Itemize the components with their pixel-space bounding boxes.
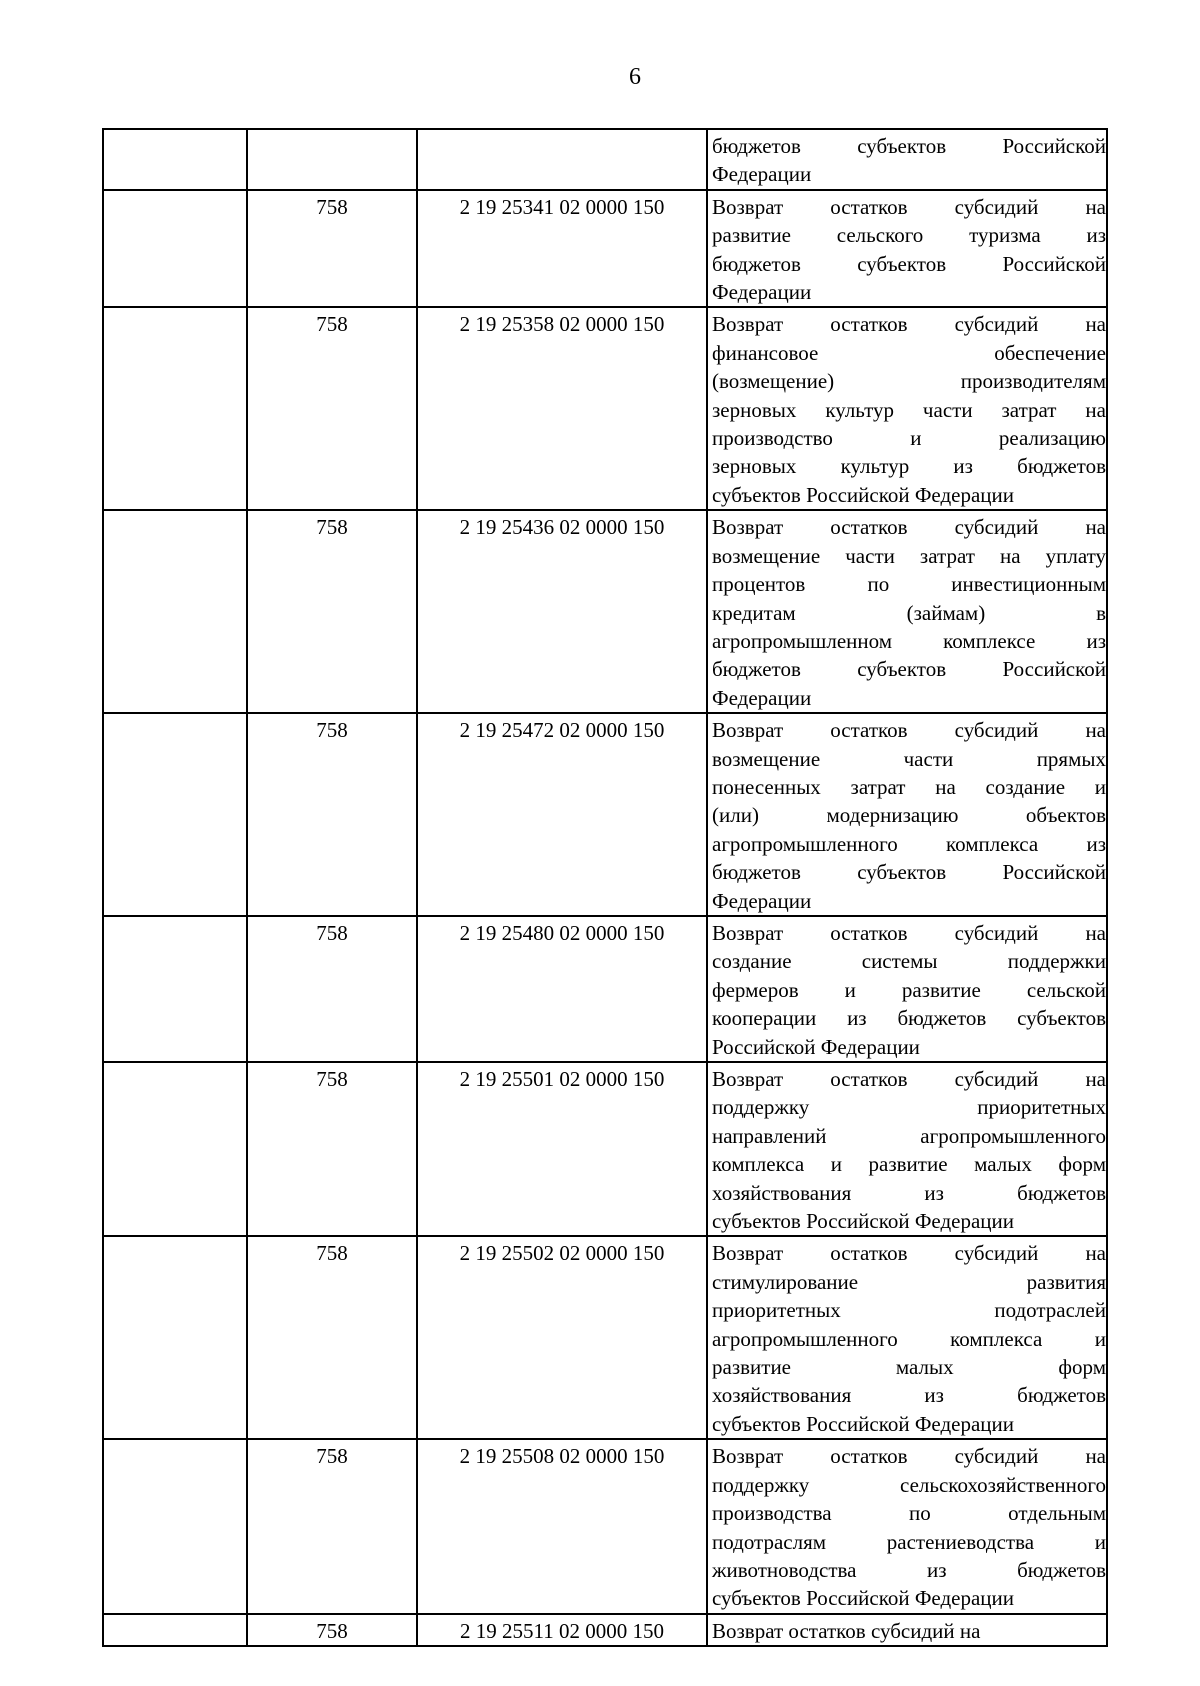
description-line: Возврат остатков субсидий на (712, 194, 1106, 219)
budget-code-cell: 2 19 25502 02 0000 150 (417, 1236, 707, 1439)
description-line: Возврат остатков субсидий на (712, 1241, 1106, 1266)
admin-code-cell: 758 (247, 1439, 417, 1613)
description-cell (707, 129, 1107, 190)
row-number-cell (103, 1614, 247, 1646)
description-line: кредитам (займам) в (712, 600, 1106, 625)
description-line: Возврат остатков субсидий на (712, 515, 1106, 540)
description-line: бюджетов субъектов Российской (712, 860, 1106, 885)
admin-code-cell: 758 (247, 713, 417, 916)
description-line: Федерации (712, 888, 812, 913)
description-line: субъектов Российской Федерации (712, 482, 1015, 507)
budget-code-cell: 2 19 25511 02 0000 150 (417, 1614, 707, 1646)
description-line: Возврат остатков субсидий на (712, 920, 1106, 945)
admin-code-cell: 758 (247, 916, 417, 1062)
row-number-cell (103, 1236, 247, 1439)
description-line: Возврат остатков субсидий на (712, 718, 1106, 743)
admin-code-cell (247, 129, 417, 190)
description-line: процентов по инвестиционным (712, 572, 1106, 597)
description-line: развитие малых форм (712, 1355, 1106, 1380)
description-line: хозяйствования из бюджетов (712, 1180, 1106, 1205)
table-row (103, 1062, 1107, 1236)
description-line: Федерации (712, 280, 812, 305)
description-cell (707, 713, 1107, 916)
description-cell (707, 1439, 1107, 1613)
description-line: Российской Федерации (712, 1034, 920, 1059)
row-number-cell (103, 1439, 247, 1613)
description-line: животноводства из бюджетов (712, 1557, 1106, 1582)
table-row (103, 1614, 1107, 1646)
admin-code-cell: 758 (247, 307, 417, 510)
description-line: понесенных затрат на создание и (712, 774, 1106, 799)
page-number: 6 (629, 64, 641, 90)
description-line: Федерации (712, 162, 812, 187)
row-number-cell (103, 190, 247, 308)
description-cell (707, 1236, 1107, 1439)
budget-code-cell: 2 19 25436 02 0000 150 (417, 510, 707, 713)
description-line: финансовое обеспечение (712, 340, 1106, 365)
description-line: зерновых культур части затрат на (712, 397, 1106, 422)
description-line: агропромышленного комплекса из (712, 831, 1106, 856)
description-line: кооперации из бюджетов субъектов (712, 1006, 1106, 1031)
description-line: стимулирование развития (712, 1269, 1106, 1294)
description-line: Возврат остатков субсидий на (712, 1444, 1106, 1469)
budget-code-cell: 2 19 25508 02 0000 150 (417, 1439, 707, 1613)
table-row (103, 307, 1107, 510)
description-line: фермеров и развитие сельской (712, 977, 1106, 1002)
description-line: (возмещение) производителям (712, 369, 1106, 394)
table-row (103, 1439, 1107, 1613)
admin-code-cell: 758 (247, 1236, 417, 1439)
table-row (103, 1236, 1107, 1439)
description-line: подотраслям растениеводства и (712, 1529, 1106, 1554)
description-line: субъектов Российской Федерации (712, 1586, 1015, 1611)
table-row (103, 916, 1107, 1062)
description-cell (707, 1614, 1107, 1646)
description-cell (707, 510, 1107, 713)
budget-code-cell: 2 19 25472 02 0000 150 (417, 713, 707, 916)
table-row (103, 713, 1107, 916)
budget-code-cell (417, 129, 707, 190)
description-line: возмещение части затрат на уплату (712, 543, 1106, 568)
budget-code-cell: 2 19 25480 02 0000 150 (417, 916, 707, 1062)
description-line: бюджетов субъектов Российской (712, 251, 1106, 276)
description-line: хозяйствования из бюджетов (712, 1383, 1106, 1408)
description-line: Возврат остатков субсидий на (712, 1067, 1106, 1091)
admin-code-cell: 758 (247, 190, 417, 308)
description-line: субъектов Российской Федерации (712, 1411, 1015, 1436)
description-line: зерновых культур из бюджетов (712, 454, 1106, 479)
description-line: Возврат остатков субсидий на (712, 1618, 981, 1643)
row-number-cell (103, 510, 247, 713)
description-line: бюджетов субъектов Российской (712, 134, 1106, 158)
row-number-cell (103, 307, 247, 510)
admin-code-cell: 758 (247, 1062, 417, 1236)
description-line: создание системы поддержки (712, 949, 1106, 974)
description-line: поддержку сельскохозяйственного (712, 1472, 1106, 1497)
description-line: комплекса и развитие малых форм (712, 1152, 1106, 1177)
row-number-cell (103, 1062, 247, 1236)
description-line: возмещение части прямых (712, 746, 1106, 771)
description-cell (707, 190, 1107, 308)
row-number-cell (103, 916, 247, 1062)
admin-code-cell: 758 (247, 510, 417, 713)
description-line: поддержку приоритетных (712, 1095, 1106, 1120)
description-line: бюджетов субъектов Российской (712, 657, 1106, 682)
row-number-cell (103, 129, 247, 190)
table-body (103, 129, 1107, 1646)
description-cell (707, 1062, 1107, 1236)
description-cell (707, 916, 1107, 1062)
admin-code-cell: 758 (247, 1614, 417, 1646)
description-line: (или) модернизацию объектов (712, 803, 1106, 828)
budget-code-cell: 2 19 25341 02 0000 150 (417, 190, 707, 308)
description-line: субъектов Российской Федерации (712, 1209, 1015, 1234)
description-line: направлений агропромышленного (712, 1123, 1106, 1148)
table-row (103, 129, 1107, 190)
table-row (103, 190, 1107, 308)
budget-codes-table (102, 128, 1108, 1647)
description-line: агропромышленном комплексе из (712, 628, 1106, 653)
description-cell (707, 307, 1107, 510)
row-number-cell (103, 713, 247, 916)
description-line: развитие сельского туризма из (712, 223, 1106, 248)
description-line: агропромышленного комплекса и (712, 1326, 1106, 1351)
description-line: приоритетных подотраслей (712, 1298, 1106, 1323)
table-row (103, 510, 1107, 713)
description-line: Возврат остатков субсидий на (712, 312, 1106, 337)
description-line: Федерации (712, 685, 812, 710)
budget-code-cell: 2 19 25358 02 0000 150 (417, 307, 707, 510)
description-line: производства по отдельным (712, 1501, 1106, 1526)
budget-code-cell: 2 19 25501 02 0000 150 (417, 1062, 707, 1236)
description-line: производство и реализацию (712, 426, 1106, 451)
